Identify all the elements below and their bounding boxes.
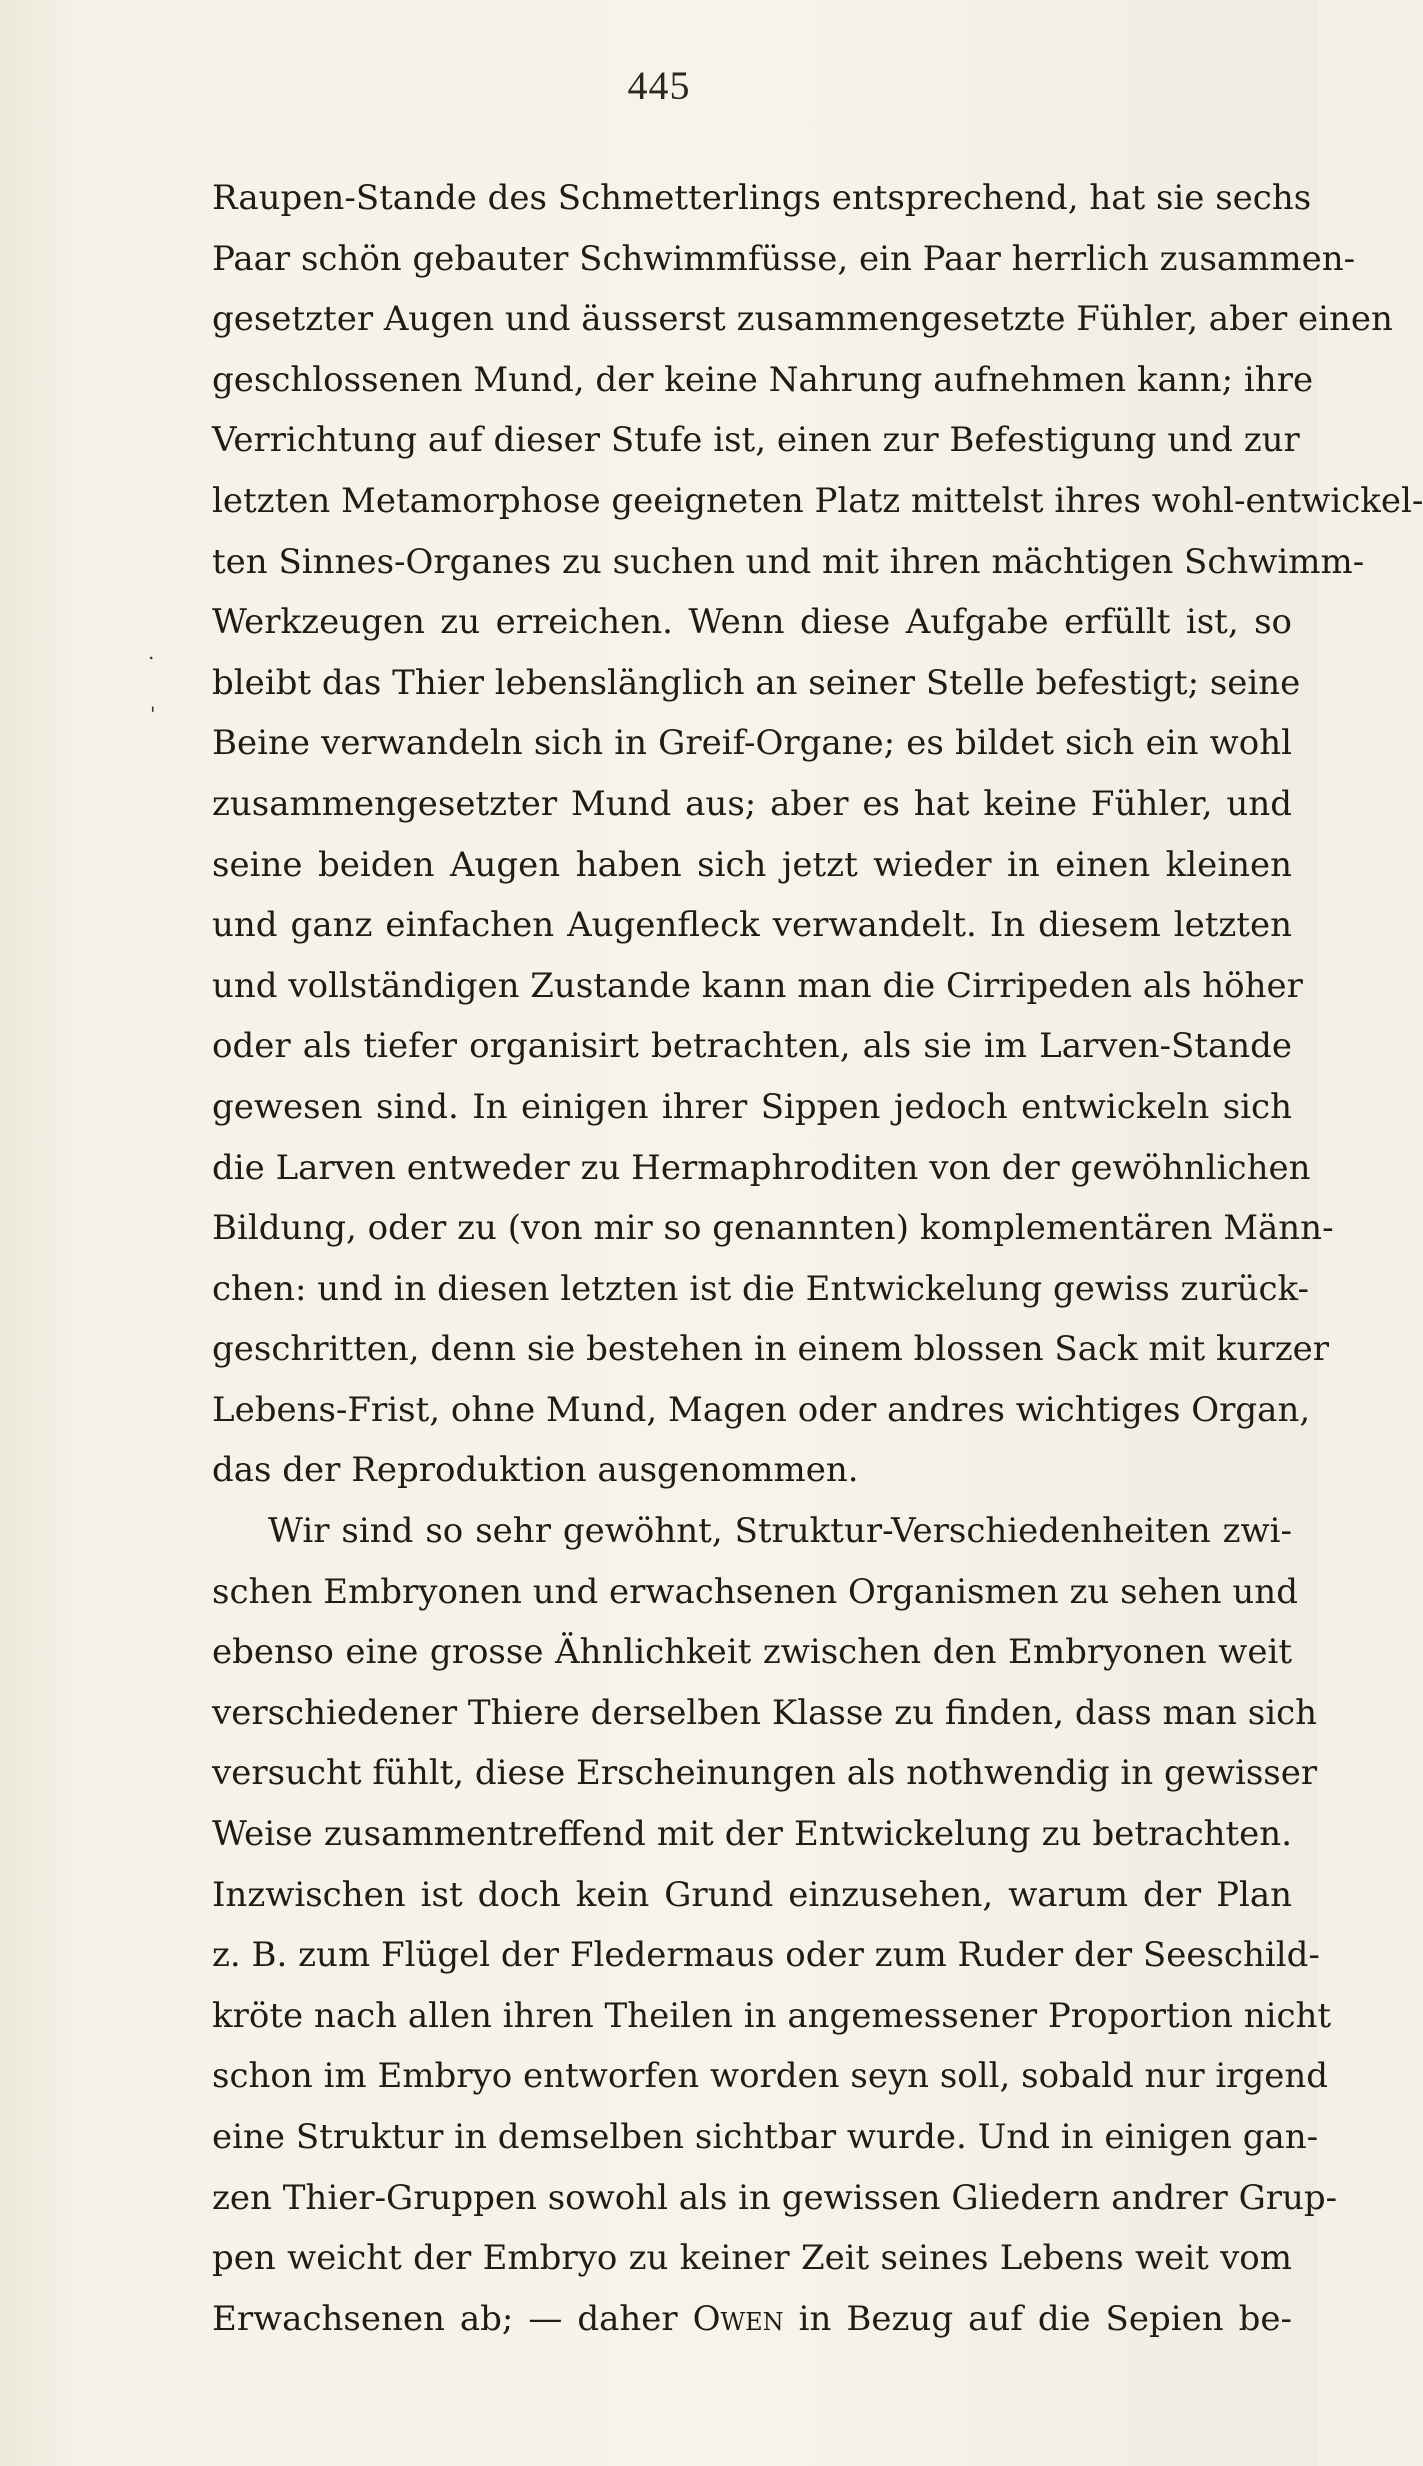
text-line: kröte nach allen ihren Theilen in angemessener Proportion nicht (212, 1995, 1332, 2036)
text-line: gesetzter Augen und äusserst zusammengesetzte Fühler, aber einen (212, 299, 1393, 340)
text-line: oder als tiefer organisirt betrachten, als sie im Larven-Stande (212, 1026, 1292, 1067)
text-line: zen Thier-Gruppen sowohl als in gewissen Gliedern andrer Grup- (212, 2177, 1338, 2218)
text-line: seine beiden Augen haben sich jetzt wieder in einen kleinen (212, 844, 1292, 885)
text-line: zusammengesetzter Mund aus; aber es hat keine Fühler, und (212, 783, 1292, 824)
text-line: schen Embryonen und erwachsenen Organismen zu sehen und (212, 1571, 1298, 1612)
body-text (212, 168, 1423, 2349)
text-line: geschritten, denn sie bestehen in einem blossen Sack mit kurzer (212, 1329, 1330, 1370)
text-line: verschiedener Thiere derselben Klasse zu finden, dass man sich (212, 1692, 1318, 1733)
text-line: ten Sinnes-Organes zu suchen und mit ihren mächtigen Schwimm- (212, 541, 1365, 582)
page-number: 445 (627, 63, 691, 108)
text-line: Paar schön gebauter Schwimmfüsse, ein Paar herrlich zusammen- (212, 238, 1356, 279)
text-line: bleibt das Thier lebenslänglich an seiner Stelle befestigt; seine (212, 662, 1301, 703)
text-line: versucht fühlt, diese Erscheinungen als nothwendig in gewisser (212, 1753, 1318, 1794)
text-line: geschlossenen Mund, der keine Nahrung aufnehmen kann; ihre (212, 359, 1314, 400)
text-line: schon im Embryo entworfen worden seyn soll, sobald nur irgend (212, 2056, 1329, 2097)
text-line: Werkzeugen zu erreichen. Wenn diese Aufgabe erfüllt ist, so (212, 602, 1292, 643)
text-line: Verrichtung auf dieser Stufe ist, einen zur Befestigung und zur (212, 420, 1300, 461)
text-line-final (212, 2289, 1292, 2350)
text-line: Beine verwandeln sich in Greif-Organe; es bildet sich ein wohl (212, 723, 1292, 764)
author-name-owen: Owen (692, 2298, 784, 2339)
text-line: eine Struktur in demselben sichtbar wurde. Und in einigen gan- (212, 2117, 1319, 2157)
final-line-before: Erwachsenen ab; — daher (212, 2298, 693, 2339)
margin-tick-mark: ' (150, 702, 156, 726)
text-line: chen: und in diesen letzten ist die Entwickelung gewiss zurück- (212, 1268, 1310, 1309)
text-line: Bildung, oder zu (von mir so genannten) komplementären Männ- (212, 1208, 1334, 1249)
text-line: letzten Metamorphose geeigneten Platz mittelst ihres wohl-entwickel- (212, 480, 1423, 521)
text-line: und vollständigen Zustande kann man die Cirripeden als höher (212, 965, 1303, 1006)
text-line: Raupen-Stande des Schmetterlings entsprechend, hat sie sechs (212, 178, 1312, 218)
text-line: das der Reproduktion ausgenommen. (212, 1450, 859, 1491)
text-line: und ganz einfachen Augenfleck verwandelt. In diesem letzten (212, 905, 1292, 946)
text-line: Lebens-Frist, ohne Mund, Magen oder andres wichtiges Organ, (212, 1389, 1311, 1430)
text-line: pen weicht der Embryo zu keiner Zeit seines Lebens weit vom (212, 2238, 1292, 2279)
text-line: Wir sind so sehr gewöhnt, Struktur-Verschiedenheiten zwi- (268, 1511, 1292, 1552)
text-line: z. B. zum Flügel der Fledermaus oder zum Ruder der Seeschild- (212, 1935, 1320, 1976)
text-line: ebenso eine grosse Ähnlichkeit zwischen den Embryonen weit (212, 1632, 1292, 1673)
text-line: die Larven entweder zu Hermaphroditen von der gewöhnlichen (212, 1147, 1311, 1188)
final-line-after: in Bezug auf die Sepien be- (783, 2298, 1292, 2339)
text-line: Weise zusammentreffend mit der Entwickelung zu betrachten. (212, 1814, 1292, 1855)
text-line: gewesen sind. In einigen ihrer Sippen jedoch entwickeln sich (212, 1086, 1292, 1127)
margin-dot-mark: . (148, 640, 155, 664)
text-line: Inzwischen ist doch kein Grund einzusehen, warum der Plan (212, 1874, 1292, 1915)
